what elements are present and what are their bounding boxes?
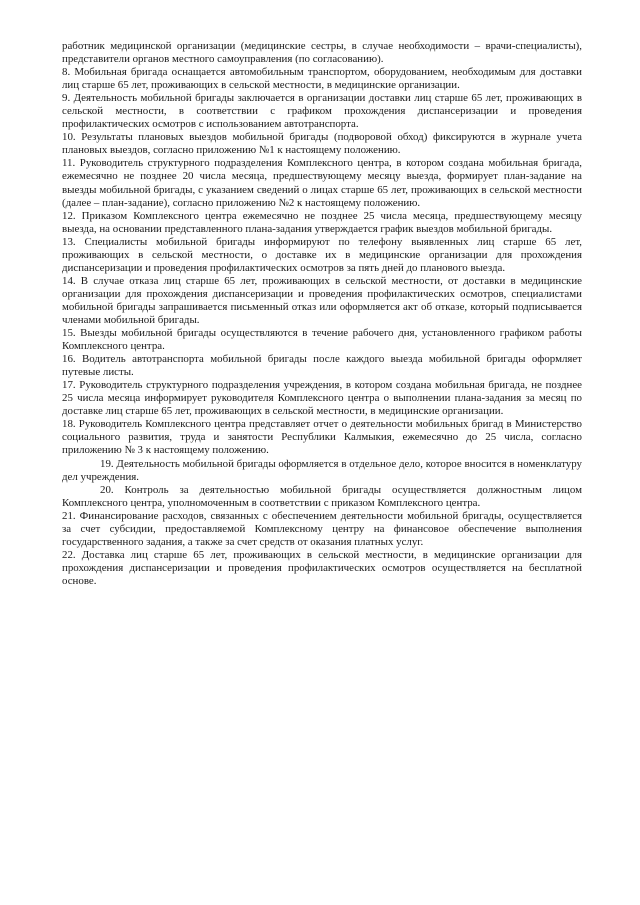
paragraph-item-10: 10. Результаты плановых выездов мобильной бригады (подворовой обход) фиксируются в журнале учета плановых выездов, согласно приложению №1 к настоящему положению. <box>62 131 582 157</box>
document-page <box>62 40 582 588</box>
paragraph-item-13: 13. Специалисты мобильной бригады информируют по телефону выявленных лиц старше 65 лет, проживающих в сельской местности, о доставке их в медицинские организации для прохождения диспансеризации и проведения профилактических осмотров за пять дней до планового выезда. <box>62 235 582 274</box>
paragraph-continuation: работник медицинской организации (медицинские сестры, в случае необходимости – врачи-специалисты), представители органов местного самоуправления (по согласованию). <box>62 40 582 66</box>
paragraph-item-14: 14. В случае отказа лиц старше 65 лет, проживающих в сельской местности, от доставки в медицинские организации для прохождения диспансеризации и проведения профилактических осмотров, специалистами мобильной бригады запрашивается письменный отказ или оформляется акт об отказе, который подписывается членами мобильной бригады. <box>62 274 582 326</box>
paragraph-item-11: 11. Руководитель структурного подразделения Комплексного центра, в котором создана мобильная бригада, ежемесячно не позднее 20 числа месяца, предшествующему месяцу выезда, формирует план-задание на выезды мобильной бригады, с указанием сведений о лицах старше 65 лет, проживающих в сельской местности (далее – план-задание), согласно приложению №2 к настоящему положению. <box>62 157 582 209</box>
paragraph-item-19: 19. Деятельность мобильной бригады оформляется в отдельное дело, которое вносится в номенклатуру дел учреждения. <box>62 457 582 483</box>
paragraph-item-22: 22. Доставка лиц старше 65 лет, проживающих в сельской местности, в медицинские организации для прохождения диспансеризации и проведения профилактических осмотров осуществляется на бесплатной основе. <box>62 548 582 587</box>
paragraph-item-16: 16. Водитель автотранспорта мобильной бригады после каждого выезда мобильной бригады оформляет путевые листы. <box>62 353 582 379</box>
paragraph-item-20: 20. Контроль за деятельностью мобильной бригады осуществляется должностным лицом Комплексного центра, уполномоченным в соответствии с приказом Комплексного центра. <box>62 483 582 509</box>
paragraph-item-12: 12. Приказом Комплексного центра ежемесячно не позднее 25 числа месяца, предшествующему месяцу выезда, на основании представленного плана-задания утверждается график выездов мобильной бригады. <box>62 209 582 235</box>
paragraph-item-17: 17. Руководитель структурного подразделения учреждения, в котором создана мобильная бригада, не позднее 25 числа месяца информирует руководителя Комплексного центра о выполнении плана-задания за месяц по доставке лиц старше 65 лет, проживающих в сельской местности, в медицинские организации. <box>62 379 582 418</box>
paragraph-item-9: 9. Деятельность мобильной бригады заключается в организации доставки лиц старше 65 лет, проживающих в сельской местности, в соответствии с графиком прохождения диспансеризации и проведения профилактических осмотров с использованием автотранспорта. <box>62 92 582 131</box>
paragraph-item-8: 8. Мобильная бригада оснащается автомобильным транспортом, оборудованием, необходимым для доставки лиц старше 65 лет, проживающих в сельской местности, в медицинские организации. <box>62 66 582 92</box>
paragraph-item-15: 15. Выезды мобильной бригады осуществляются в течение рабочего дня, установленного графиком работы Комплексного центра. <box>62 327 582 353</box>
paragraph-item-21: 21. Финансирование расходов, связанных с обеспечением деятельности мобильной бригады, осуществляется за счет субсидии, предоставляемой Комплексному центру на финансовое обеспечение выполнения государственного задания, а также за счет средств от оказания платных услуг. <box>62 509 582 548</box>
paragraph-item-18: 18. Руководитель Комплексного центра представляет отчет о деятельности мобильных бригад в Министерство социального развития, труда и занятости Республики Калмыкия, ежемесячно до 25 числа, согласно приложению № 3 к настоящему положению. <box>62 418 582 457</box>
